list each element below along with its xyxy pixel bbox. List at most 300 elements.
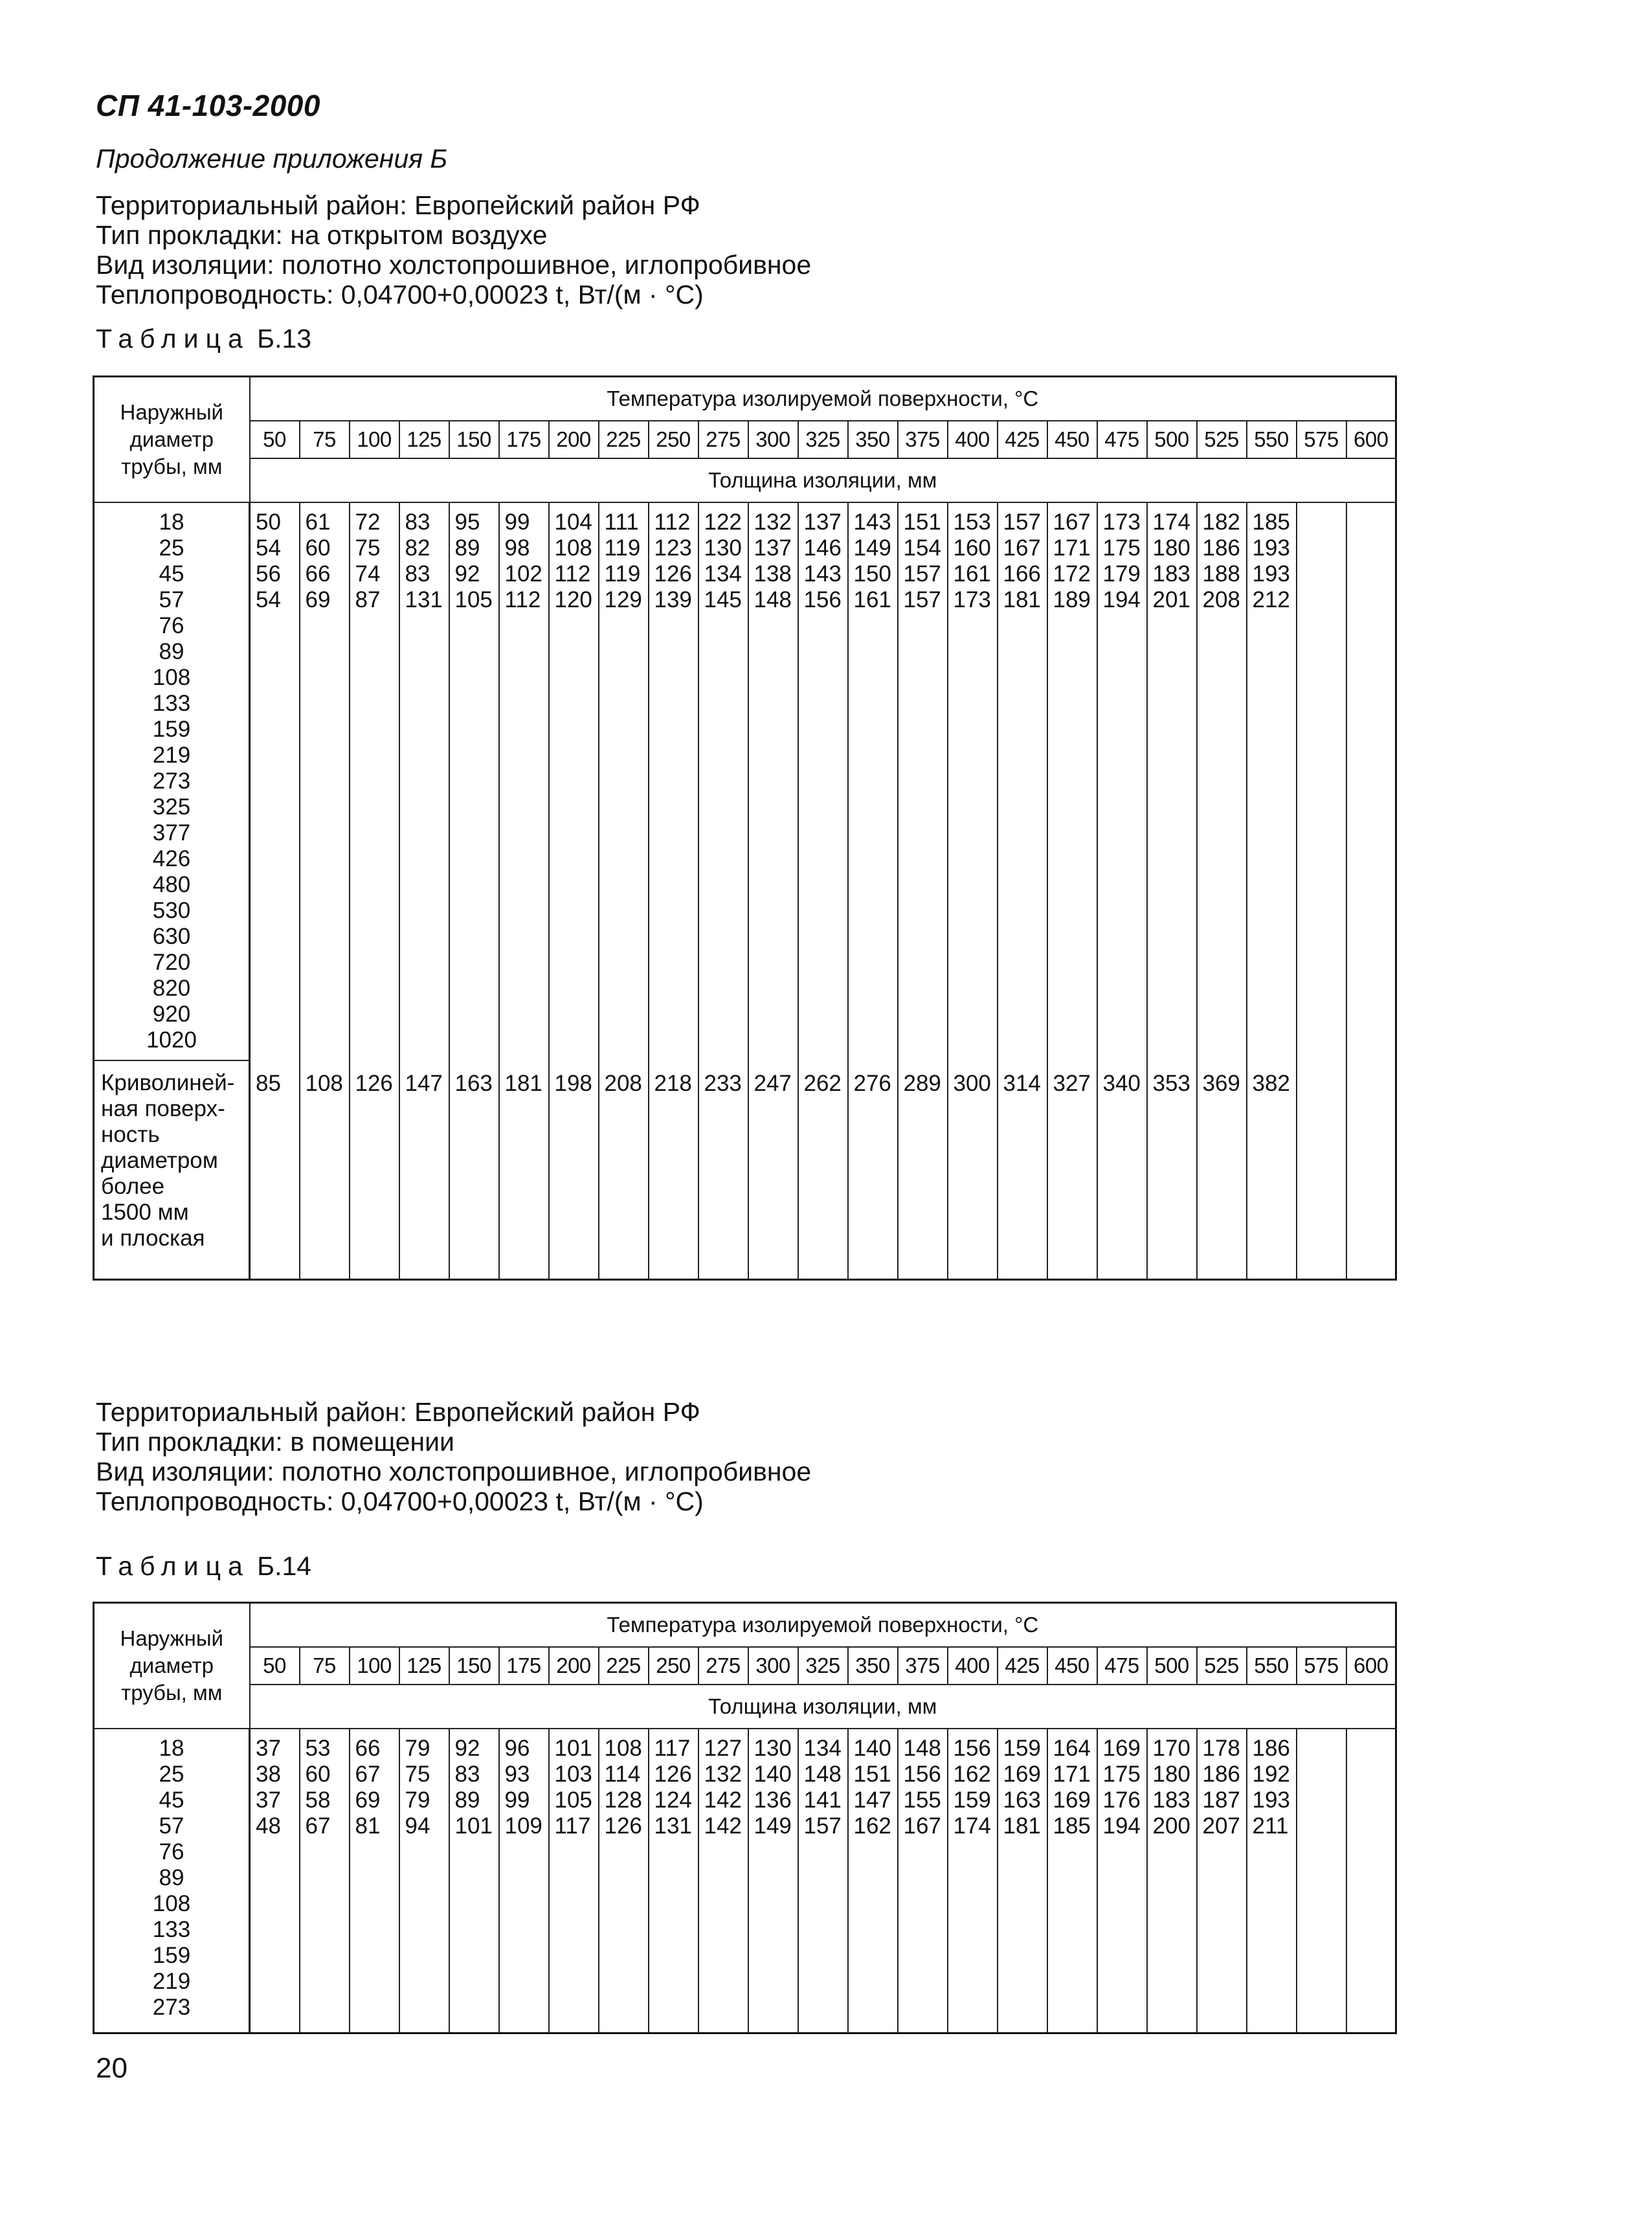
diameter-value: 45 bbox=[159, 1787, 184, 1813]
table-b14 bbox=[93, 1602, 1397, 2034]
thickness-column bbox=[350, 502, 399, 1060]
region-line: Территориальный район: Европейский район РФ bbox=[96, 1397, 700, 1427]
diameter-header-line: Наружный bbox=[120, 1626, 223, 1650]
thickness-value: 193 bbox=[1252, 561, 1290, 587]
temperature-cell: 100 bbox=[350, 421, 399, 458]
thickness-value: 183 bbox=[1152, 561, 1190, 587]
thickness-value: 103 bbox=[554, 1762, 592, 1787]
thickness-value: 141 bbox=[803, 1787, 842, 1813]
diameter-value: 273 bbox=[152, 768, 191, 794]
curved-label-line: ность bbox=[101, 1122, 160, 1147]
thickness-value: 157 bbox=[1003, 510, 1041, 535]
temperature-cell: 175 bbox=[499, 1647, 549, 1685]
thickness-value: 108 bbox=[554, 535, 592, 561]
thickness-value: 157 bbox=[903, 561, 941, 587]
thickness-value: 72 bbox=[355, 510, 381, 535]
thickness-value: 67 bbox=[355, 1762, 381, 1787]
thickness-column bbox=[1197, 1729, 1247, 2033]
laying-type-line: Тип прокладки: в помещении bbox=[96, 1427, 454, 1457]
thickness-value: 186 bbox=[1202, 535, 1240, 561]
diameter-value: 159 bbox=[152, 717, 191, 742]
thickness-value: 180 bbox=[1152, 535, 1190, 561]
thickness-value: 142 bbox=[704, 1787, 742, 1813]
thickness-column bbox=[1297, 1729, 1346, 2033]
thickness-value: 212 bbox=[1252, 587, 1290, 612]
thickness-value: 119 bbox=[604, 535, 641, 561]
insulation-type-line: Вид изоляции: полотно холстопрошивное, иглопробивное bbox=[96, 1457, 812, 1486]
thickness-value bbox=[1302, 561, 1346, 587]
diameter-header-line: Наружный bbox=[120, 400, 223, 424]
thickness-value: 194 bbox=[1102, 1813, 1141, 1839]
thickness-value: 208 bbox=[1202, 587, 1240, 612]
thickness-value: 119 bbox=[604, 561, 641, 587]
thickness-column bbox=[1097, 502, 1147, 1060]
thickness-value: 147 bbox=[853, 1787, 891, 1813]
thickness-column bbox=[1346, 502, 1396, 1060]
thickness-value: 120 bbox=[554, 587, 592, 612]
insulation-type-line: Вид изоляции: полотно холстопрошивное, иглопробивное bbox=[96, 250, 812, 280]
temperature-cell: 600 bbox=[1346, 421, 1396, 458]
curved-thickness-value: 147 bbox=[399, 1060, 449, 1280]
thickness-value: 181 bbox=[1003, 587, 1041, 612]
thickness-value: 99 bbox=[504, 510, 530, 535]
thickness-value: 181 bbox=[1003, 1813, 1041, 1839]
thickness-value: 83 bbox=[454, 1762, 480, 1787]
thickness-value bbox=[1352, 561, 1396, 587]
thickness-value: 169 bbox=[1053, 1787, 1091, 1813]
laying-type-line: Тип прокладки: на открытом воздухе bbox=[96, 220, 548, 250]
diameter-value: 480 bbox=[152, 872, 191, 897]
thickness-value: 132 bbox=[753, 510, 792, 535]
thickness-column bbox=[649, 1729, 698, 2033]
temperature-cell: 450 bbox=[1047, 1647, 1097, 1685]
diameter-column-header bbox=[94, 1603, 250, 1729]
thickness-value: 99 bbox=[504, 1787, 530, 1813]
thickness-value: 194 bbox=[1102, 587, 1141, 612]
temperature-cell: 575 bbox=[1297, 421, 1346, 458]
thickness-value: 89 bbox=[454, 535, 480, 561]
thickness-column bbox=[998, 1729, 1047, 2033]
thickness-column bbox=[549, 502, 599, 1060]
thickness-value: 148 bbox=[753, 587, 792, 612]
thickness-value: 145 bbox=[704, 587, 742, 612]
thickness-value: 171 bbox=[1053, 1762, 1091, 1787]
thickness-value: 159 bbox=[953, 1787, 991, 1813]
diameter-value: 630 bbox=[152, 924, 191, 949]
temperature-cell: 575 bbox=[1297, 1647, 1346, 1685]
temperature-header: Температура изолируемой поверхности, °С bbox=[250, 1603, 1396, 1648]
thickness-value: 164 bbox=[1053, 1736, 1091, 1761]
diameter-value: 76 bbox=[159, 1839, 184, 1865]
thickness-column bbox=[848, 1729, 898, 2033]
thickness-column bbox=[1097, 1729, 1147, 2033]
thickness-column bbox=[798, 502, 848, 1060]
values-row bbox=[94, 1729, 1396, 2033]
diameter-value: 1020 bbox=[146, 1027, 197, 1053]
curved-thickness-value: 327 bbox=[1047, 1060, 1097, 1280]
diameter-value: 108 bbox=[152, 1891, 191, 1916]
temperature-cell: 125 bbox=[399, 1647, 449, 1685]
curved-thickness-value bbox=[1297, 1060, 1346, 1280]
temperature-cell: 350 bbox=[848, 421, 898, 458]
appendix-continuation: Продолжение приложения Б bbox=[96, 144, 448, 174]
thickness-value: 112 bbox=[654, 510, 691, 535]
thickness-value bbox=[1302, 1736, 1346, 1762]
thickness-value: 166 bbox=[1003, 561, 1041, 587]
caption-word: Таблица bbox=[96, 324, 250, 353]
thickness-value: 171 bbox=[1053, 535, 1091, 561]
thickness-value: 112 bbox=[504, 587, 541, 612]
thickness-column bbox=[898, 1729, 948, 2033]
thickness-value bbox=[1302, 535, 1346, 561]
thickness-column bbox=[1047, 502, 1097, 1060]
thickness-column bbox=[250, 502, 300, 1060]
table-b14-caption bbox=[96, 1551, 311, 1582]
thickness-column bbox=[1346, 1729, 1396, 2033]
thickness-value: 74 bbox=[355, 561, 381, 587]
thickness-value: 131 bbox=[654, 1813, 692, 1839]
thickness-value bbox=[1302, 1762, 1346, 1787]
curved-thickness-value: 300 bbox=[948, 1060, 998, 1280]
thickness-value: 156 bbox=[953, 1736, 991, 1761]
thickness-value bbox=[1352, 587, 1396, 613]
thickness-header-row bbox=[94, 458, 1396, 502]
thickness-value: 163 bbox=[1003, 1787, 1041, 1813]
thickness-column bbox=[948, 502, 998, 1060]
thickness-column bbox=[399, 502, 449, 1060]
thickness-value: 189 bbox=[1053, 587, 1091, 612]
curved-thickness-value: 218 bbox=[649, 1060, 698, 1280]
thickness-value: 149 bbox=[753, 1813, 792, 1839]
thickness-value: 176 bbox=[1102, 1787, 1141, 1813]
diameter-value: 219 bbox=[152, 743, 191, 768]
curved-thickness-value: 276 bbox=[848, 1060, 898, 1280]
conductivity-line: Теплопроводность: 0,04700+0,00023 t, Вт/(м · °С) bbox=[96, 280, 704, 309]
thickness-column bbox=[449, 502, 499, 1060]
curved-label-line: и плоская bbox=[101, 1226, 205, 1251]
thickness-value: 54 bbox=[256, 535, 281, 561]
thickness-value: 58 bbox=[305, 1787, 331, 1813]
thickness-value: 182 bbox=[1202, 510, 1240, 535]
temperature-cell: 75 bbox=[300, 421, 350, 458]
temperature-cell: 300 bbox=[748, 1647, 798, 1685]
curved-thickness-value: 314 bbox=[998, 1060, 1047, 1280]
caption-number: Б.13 bbox=[257, 324, 312, 353]
temperature-cell: 275 bbox=[698, 1647, 748, 1685]
thickness-value: 192 bbox=[1252, 1762, 1290, 1787]
thickness-value: 69 bbox=[355, 1787, 381, 1813]
temperature-cell: 325 bbox=[798, 1647, 848, 1685]
temperature-cell: 150 bbox=[449, 1647, 499, 1685]
thickness-value bbox=[1352, 1813, 1396, 1839]
diameter-value: 18 bbox=[159, 510, 184, 535]
thickness-value: 83 bbox=[405, 510, 430, 535]
thickness-value: 136 bbox=[753, 1787, 792, 1813]
thickness-value bbox=[1302, 510, 1346, 535]
thickness-value: 151 bbox=[853, 1762, 891, 1787]
thickness-value: 188 bbox=[1202, 561, 1240, 587]
thickness-value: 179 bbox=[1102, 561, 1141, 587]
thickness-column bbox=[1197, 502, 1247, 1060]
thickness-value: 89 bbox=[454, 1787, 480, 1813]
thickness-column bbox=[300, 502, 350, 1060]
thickness-value: 170 bbox=[1152, 1736, 1190, 1761]
temperature-cell: 425 bbox=[998, 421, 1047, 458]
temperature-cell: 125 bbox=[399, 421, 449, 458]
curved-surface-row bbox=[94, 1060, 1396, 1280]
thickness-value: 138 bbox=[753, 561, 792, 587]
thickness-column bbox=[499, 502, 549, 1060]
curved-thickness-value: 208 bbox=[599, 1060, 649, 1280]
thickness-value: 130 bbox=[753, 1736, 792, 1761]
temperature-cell: 375 bbox=[898, 1647, 948, 1685]
diameter-value: 159 bbox=[152, 1943, 191, 1968]
curved-thickness-value: 198 bbox=[549, 1060, 599, 1280]
thickness-value: 187 bbox=[1202, 1787, 1240, 1813]
thickness-value: 174 bbox=[953, 1813, 991, 1839]
temperature-cell: 500 bbox=[1147, 1647, 1197, 1685]
thickness-value bbox=[1352, 1762, 1396, 1787]
thickness-value: 98 bbox=[504, 535, 530, 561]
curved-thickness-value: 126 bbox=[350, 1060, 399, 1280]
thickness-value: 132 bbox=[704, 1762, 742, 1787]
curved-thickness-value: 382 bbox=[1247, 1060, 1297, 1280]
diameter-value: 57 bbox=[159, 587, 184, 612]
temperature-cell: 100 bbox=[350, 1647, 399, 1685]
temperature-cell: 550 bbox=[1247, 421, 1297, 458]
table-b14-description bbox=[96, 1397, 811, 1516]
thickness-value: 172 bbox=[1053, 561, 1091, 587]
curved-thickness-value: 233 bbox=[698, 1060, 748, 1280]
thickness-value bbox=[1302, 1787, 1346, 1813]
temperature-cell: 175 bbox=[499, 421, 549, 458]
thickness-value: 114 bbox=[604, 1762, 641, 1787]
temperature-cell: 50 bbox=[250, 1647, 300, 1685]
thickness-column bbox=[998, 502, 1047, 1060]
thickness-value: 108 bbox=[604, 1736, 642, 1761]
thickness-value: 155 bbox=[903, 1787, 941, 1813]
thickness-value: 175 bbox=[1102, 1762, 1141, 1787]
thickness-value: 37 bbox=[256, 1736, 281, 1761]
thickness-value: 48 bbox=[256, 1813, 281, 1839]
temperature-cell: 425 bbox=[998, 1647, 1047, 1685]
thickness-value: 142 bbox=[704, 1813, 742, 1839]
thickness-value: 126 bbox=[654, 1762, 692, 1787]
thickness-value: 38 bbox=[256, 1762, 281, 1787]
diameter-value: 273 bbox=[152, 1995, 191, 2020]
diameter-value: 530 bbox=[152, 898, 191, 923]
header-row bbox=[94, 377, 1396, 421]
temperature-cell: 375 bbox=[898, 421, 948, 458]
thickness-value: 167 bbox=[903, 1813, 941, 1839]
temperature-cell: 550 bbox=[1247, 1647, 1297, 1685]
thickness-value: 131 bbox=[405, 587, 443, 612]
curved-thickness-value: 181 bbox=[499, 1060, 549, 1280]
diameter-header-line: диаметр bbox=[129, 427, 214, 451]
thickness-value: 105 bbox=[454, 587, 493, 612]
thickness-value: 167 bbox=[1053, 510, 1091, 535]
thickness-value: 56 bbox=[256, 561, 281, 587]
thickness-value: 150 bbox=[853, 561, 891, 587]
curved-label-line: диаметром bbox=[101, 1148, 218, 1173]
temperature-cell: 50 bbox=[250, 421, 300, 458]
thickness-value: 82 bbox=[405, 535, 430, 561]
thickness-value: 174 bbox=[1152, 510, 1190, 535]
thickness-value: 102 bbox=[504, 561, 542, 587]
thickness-value: 112 bbox=[554, 561, 591, 587]
caption-word: Таблица bbox=[96, 1551, 250, 1581]
thickness-value: 109 bbox=[504, 1813, 542, 1839]
thickness-value: 66 bbox=[355, 1736, 381, 1761]
diameter-value: 720 bbox=[152, 950, 191, 975]
thickness-column bbox=[948, 1729, 998, 2033]
curved-thickness-value: 247 bbox=[748, 1060, 798, 1280]
diameter-value: 89 bbox=[159, 1865, 184, 1890]
thickness-value: 69 bbox=[305, 587, 331, 612]
thickness-value bbox=[1302, 587, 1346, 613]
thickness-value: 123 bbox=[654, 535, 692, 561]
diameter-value: 426 bbox=[152, 846, 191, 871]
thickness-value: 151 bbox=[903, 510, 941, 535]
temperature-cell: 475 bbox=[1097, 1647, 1147, 1685]
thickness-value: 129 bbox=[604, 587, 642, 612]
temperature-cell: 200 bbox=[549, 421, 599, 458]
thickness-value: 201 bbox=[1152, 587, 1190, 612]
thickness-column bbox=[549, 1729, 599, 2033]
temperature-cell: 600 bbox=[1346, 1647, 1396, 1685]
diameter-value: 133 bbox=[152, 691, 191, 716]
curved-thickness-value: 163 bbox=[449, 1060, 499, 1280]
temperature-row bbox=[94, 421, 1396, 458]
thickness-value: 193 bbox=[1252, 1787, 1290, 1813]
thickness-column bbox=[748, 502, 798, 1060]
thickness-value: 140 bbox=[853, 1736, 891, 1761]
thickness-value: 75 bbox=[355, 535, 381, 561]
thickness-value: 105 bbox=[554, 1787, 592, 1813]
thickness-value: 156 bbox=[803, 587, 842, 612]
temperature-cell: 300 bbox=[748, 421, 798, 458]
thickness-value: 154 bbox=[903, 535, 941, 561]
curved-thickness-value: 289 bbox=[898, 1060, 948, 1280]
diameter-value: 377 bbox=[152, 820, 191, 846]
temperature-cell: 525 bbox=[1197, 421, 1247, 458]
diameter-column-header bbox=[94, 377, 250, 503]
region-line: Территориальный район: Европейский район РФ bbox=[96, 190, 700, 220]
thickness-value: 101 bbox=[554, 1736, 592, 1761]
thickness-value: 185 bbox=[1053, 1813, 1091, 1839]
thickness-value: 200 bbox=[1152, 1813, 1190, 1839]
temperature-row bbox=[94, 1647, 1396, 1685]
thickness-value: 173 bbox=[953, 587, 991, 612]
thickness-value: 50 bbox=[256, 510, 281, 535]
header-row bbox=[94, 1603, 1396, 1648]
thickness-value: 92 bbox=[454, 1736, 480, 1761]
thickness-value: 137 bbox=[753, 535, 792, 561]
thickness-value: 186 bbox=[1252, 1736, 1290, 1761]
table-b13-caption bbox=[96, 324, 311, 354]
temperature-cell: 450 bbox=[1047, 421, 1097, 458]
thickness-value: 117 bbox=[554, 1813, 591, 1839]
thickness-column bbox=[848, 502, 898, 1060]
thickness-value: 104 bbox=[554, 510, 592, 535]
thickness-value: 169 bbox=[1003, 1762, 1041, 1787]
thickness-column bbox=[399, 1729, 449, 2033]
thickness-column bbox=[698, 1729, 748, 2033]
temperature-cell: 350 bbox=[848, 1647, 898, 1685]
diameter-value: 89 bbox=[159, 639, 184, 664]
thickness-value: 153 bbox=[953, 510, 991, 535]
thickness-value: 117 bbox=[654, 1736, 691, 1761]
diameter-header-line: диаметр bbox=[129, 1653, 214, 1677]
thickness-value: 79 bbox=[405, 1787, 430, 1813]
diameter-list bbox=[94, 1729, 250, 2033]
curved-thickness-value: 262 bbox=[798, 1060, 848, 1280]
thickness-value: 127 bbox=[704, 1736, 742, 1761]
thickness-value: 207 bbox=[1202, 1813, 1240, 1839]
thickness-value bbox=[1302, 1813, 1346, 1839]
thickness-value: 67 bbox=[305, 1813, 331, 1839]
temperature-cell: 400 bbox=[948, 1647, 998, 1685]
thickness-value: 161 bbox=[953, 561, 991, 587]
table-b13 bbox=[93, 375, 1397, 1281]
diameter-value: 325 bbox=[152, 794, 191, 820]
thickness-column bbox=[748, 1729, 798, 2033]
thickness-value: 146 bbox=[803, 535, 842, 561]
thickness-value: 185 bbox=[1252, 510, 1290, 535]
thickness-value: 137 bbox=[803, 510, 842, 535]
thickness-value: 143 bbox=[853, 510, 891, 535]
document-code: СП 41-103-2000 bbox=[96, 89, 320, 122]
temperature-cell: 325 bbox=[798, 421, 848, 458]
thickness-value: 162 bbox=[953, 1762, 991, 1787]
curved-thickness-value bbox=[1346, 1060, 1396, 1280]
thickness-column bbox=[1297, 502, 1346, 1060]
thickness-header: Толщина изоляции, мм bbox=[250, 1685, 1396, 1729]
diameter-value: 133 bbox=[152, 1917, 191, 1942]
thickness-column bbox=[798, 1729, 848, 2033]
thickness-column bbox=[599, 502, 649, 1060]
thickness-header-row bbox=[94, 1685, 1396, 1729]
curved-surface-label bbox=[94, 1060, 250, 1280]
thickness-value: 87 bbox=[355, 587, 381, 612]
curved-thickness-value: 353 bbox=[1147, 1060, 1197, 1280]
thickness-column bbox=[698, 502, 748, 1060]
thickness-value: 193 bbox=[1252, 535, 1290, 561]
curved-thickness-value: 340 bbox=[1097, 1060, 1147, 1280]
page-number: 20 bbox=[96, 2052, 128, 2084]
temperature-cell: 75 bbox=[300, 1647, 350, 1685]
thickness-value: 61 bbox=[305, 510, 331, 535]
curved-label-line: 1500 мм bbox=[101, 1200, 189, 1225]
thickness-value: 81 bbox=[355, 1813, 381, 1839]
thickness-column bbox=[499, 1729, 549, 2033]
thickness-value: 54 bbox=[256, 587, 281, 612]
thickness-value: 211 bbox=[1252, 1813, 1289, 1839]
curved-thickness-value: 369 bbox=[1197, 1060, 1247, 1280]
diameter-value: 920 bbox=[152, 1002, 191, 1027]
thickness-value: 148 bbox=[903, 1736, 941, 1761]
temperature-cell: 250 bbox=[649, 421, 698, 458]
thickness-value: 140 bbox=[753, 1762, 792, 1787]
thickness-value: 101 bbox=[454, 1813, 493, 1839]
diameter-value: 45 bbox=[159, 561, 184, 587]
thickness-value: 148 bbox=[803, 1762, 842, 1787]
curved-thickness-value: 85 bbox=[250, 1060, 300, 1280]
thickness-value: 60 bbox=[305, 535, 331, 561]
thickness-column bbox=[1147, 502, 1197, 1060]
thickness-value: 161 bbox=[853, 587, 891, 612]
curved-label-line: Криволиней- bbox=[101, 1070, 235, 1095]
